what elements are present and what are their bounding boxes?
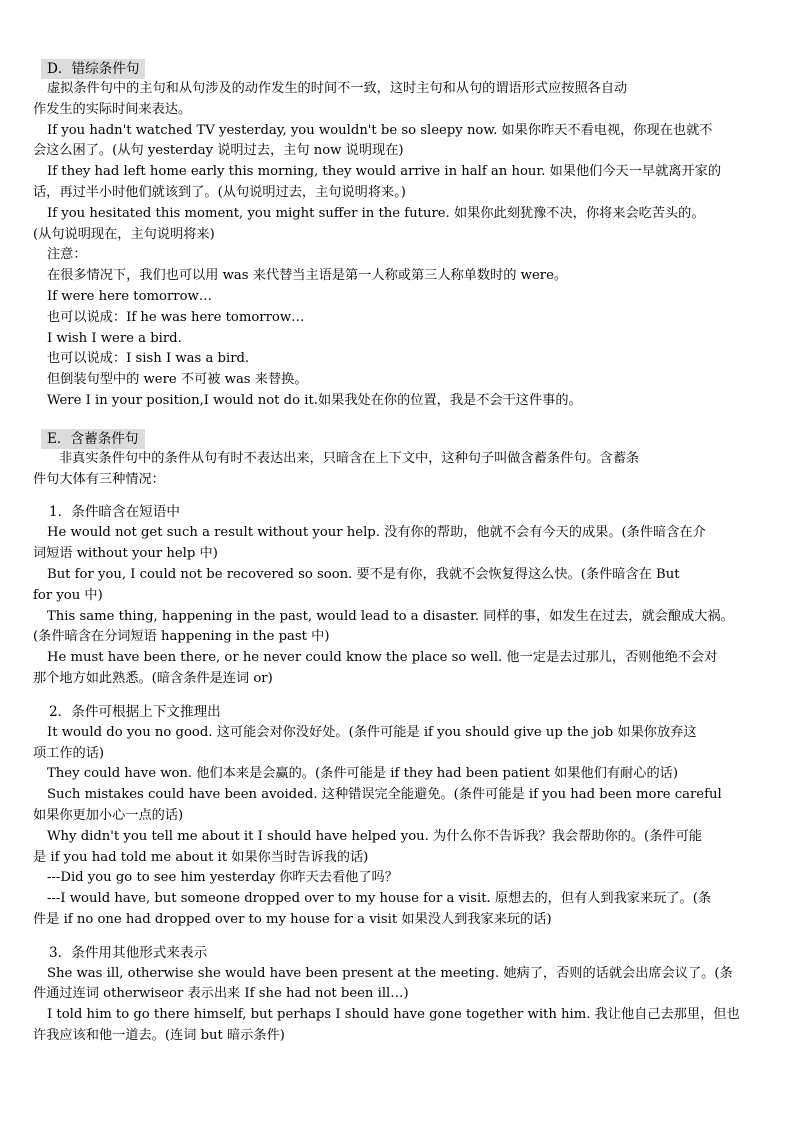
example-line: (条件暗含在分词短语 happening in the past 中) (33, 629, 330, 645)
note-line: 也可以说成：I sish I was a bird. (47, 351, 250, 367)
example-line: If you hesitated this moment, you might suffer in the future. 如果你此刻犹豫不决，你将来会吃苦头的。 (47, 205, 705, 221)
section-e (33, 428, 758, 1047)
example-line: He must have been there, or he never could know the place so well. 他一定是去过那儿，否则他绝不会对 (47, 650, 718, 666)
example-line: She was ill, otherwise she would have been present at the meeting. 她病了，否则的话就会出席会议了。(条 (47, 965, 733, 981)
example-line: 件是 if no one had dropped over to my house for a visit 如果没人到我家来玩的话) (33, 911, 552, 927)
subsection-1 (33, 502, 758, 689)
note-line: Were I in your position,I would not do it.如果我处在你的位置，我是不会干这件事的。 (47, 392, 582, 408)
example-line: 许我应该和他一道去。(连词 but 暗示条件) (33, 1028, 285, 1044)
example-line: If they had left home early this morning, they would arrive in half an hour. 如果他们今天一早就离开家的 (47, 164, 722, 180)
example-line: 那个地方如此熟悉。(暗含条件是连词 or) (33, 670, 273, 686)
note-line: I wish I were a bird. (47, 330, 182, 346)
paragraph-line: 件句大体有三种情况： (33, 471, 165, 487)
note-line: If were here tomorrow… (47, 288, 212, 304)
example-line: ---I would have, but someone dropped over to my house for a visit. 原想去的，但有人到我家来玩了。(条 (47, 891, 712, 907)
example-line: 话，再过半小时他们就该到了。(从句说明过去，主句说明将来。) (33, 184, 406, 200)
example-line: for you 中) (33, 587, 103, 603)
example-line: It would do you no good. 这可能会对你没好处。(条件可能是 if you should give up the job 如果你放弃这 (47, 724, 697, 740)
section-heading: E．含蓄条件句 (41, 429, 145, 449)
example-line: 是 if you had told me about it 如果你当时告诉我的话) (33, 849, 369, 865)
example-line: But for you, I could not be recovered so soon. 要不是有你，我就不会恢复得这么快。(条件暗含在 But (47, 566, 680, 582)
example-line: 会这么困了。(从句 yesterday 说明过去，主句 now 说明现在) (33, 143, 404, 159)
subsection-3 (33, 943, 758, 1047)
subsection-title: 1．条件暗含在短语中 (49, 504, 180, 521)
example-line: 件通过连词 otherwiseor 表示出来 If she had not been ill…) (33, 986, 409, 1002)
subsection-title: 2．条件可根据上下文推理出 (49, 703, 221, 720)
subsection-2 (33, 702, 758, 931)
example-line: ---Did you go to see him yesterday 你昨天去看他了吗？ (47, 870, 398, 886)
example-line: He would not get such a result without your help. 没有你的帮助，他就不会有今天的成果。(条件暗含在介 (47, 525, 706, 541)
note-line: 也可以说成：If he was here tomorrow… (47, 309, 305, 325)
subsection-title: 3．条件用其他形式来表示 (49, 944, 208, 961)
example-line: 词短语 without your help 中) (33, 546, 218, 562)
example-line: This same thing, happening in the past, would lead to a disaster. 同样的事，如发生在过去，就会酿成大祸。 (47, 608, 734, 624)
example-line: If you hadn't watched TV yesterday, you wouldn't be so sleepy now. 如果你昨天不看电视，你现在也就不 (47, 122, 713, 138)
paragraph-line: 虚拟条件句中的主句和从句涉及的动作发生的时间不一致，这时主句和从句的谓语形式应按照各自动 (47, 81, 628, 96)
example-line: I told him to go there himself, but perhaps I should have gone together with him. 我让他自己去那里，但也 (47, 1007, 740, 1023)
example-line: Why didn't you tell me about it I should have helped you. 为什么你不告诉我？我会帮助你的。(条件可能 (47, 828, 702, 844)
paragraph-line: 非真实条件句中的条件从句有时不表达出来，只暗含在上下文中，这种句子叫做含蓄条件句。含蓄条 (59, 450, 640, 466)
note-line: 在很多情况下，我们也可以用 was 来代替当主语是第一人称或第三人称单数时的 were。 (47, 268, 568, 284)
example-line: 如果你更加小心一点的话) (33, 807, 184, 823)
example-line: (从句说明现在，主句说明将来) (33, 226, 215, 242)
paragraph-line: 作发生的实际时间来表达。 (33, 101, 192, 117)
section-d (33, 58, 758, 412)
example-line: 项工作的话) (33, 745, 105, 761)
section-heading: D．错综条件句 (41, 59, 145, 79)
example-line: They could have won. 他们本来是会赢的。(条件可能是 if they had been patient 如果他们有耐心的话) (47, 766, 678, 782)
example-line: Such mistakes could have been avoided. 这种错误完全能避免。(条件可能是 if you had been more careful (47, 787, 722, 803)
note-line: 但倒装句型中的 were 不可被 was 来替换。 (47, 372, 308, 388)
note-label: 注意： (47, 247, 87, 263)
